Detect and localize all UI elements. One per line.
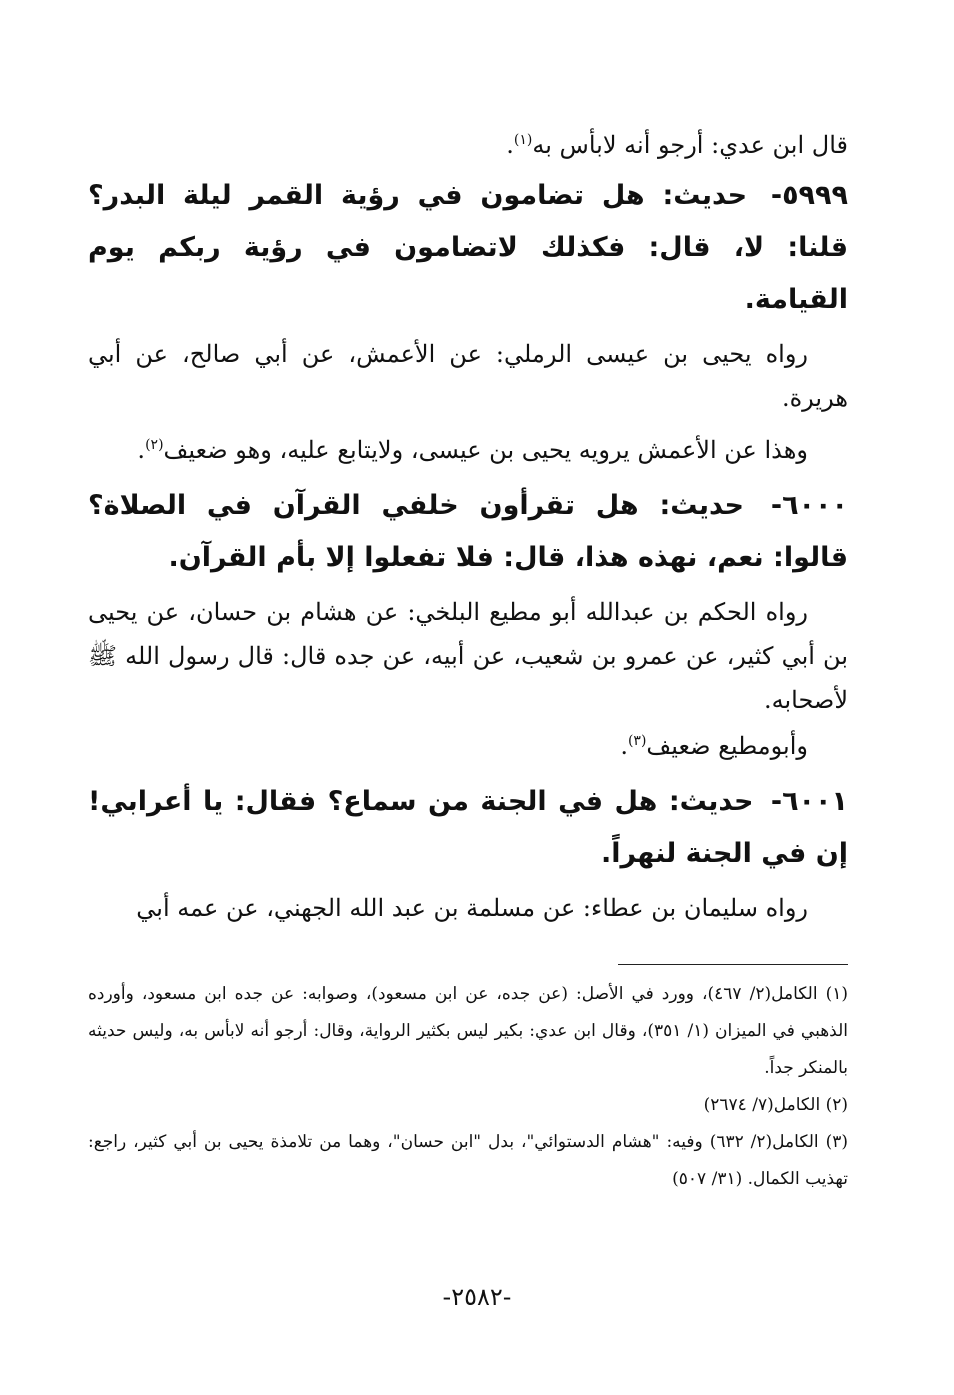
hadith-heading bbox=[88, 776, 848, 880]
narration-paragraph: وهذا عن الأعمش يرويه يحيى بن عيسى، ولايتابع عليه، وهو ضعيف$^{(٢)}$. bbox=[137, 436, 808, 464]
footnote-divider bbox=[618, 964, 848, 965]
footnotes bbox=[88, 976, 848, 1198]
footnote-ref-2: (٢) bbox=[145, 437, 164, 453]
narration-paragraph: وأبومطيع ضعيف$^{(٣)}$. bbox=[620, 732, 808, 760]
page-body bbox=[88, 118, 848, 1298]
hadith-number: ٥٩٩٩- bbox=[770, 180, 848, 211]
narration-paragraph: رواه يحيى بن عيسى الرملي: عن الأعمش، عن أبي صالح، عن أبي هريرة. bbox=[88, 340, 848, 412]
hadith-entry bbox=[88, 170, 848, 472]
hadith-number: ٦٠٠٠- bbox=[770, 490, 848, 521]
footnote-ref-3: (٣) bbox=[627, 733, 647, 749]
hadith-text: حديث: هل في الجنة من سماع؟ فقال: يا أعرابي! إن في الجنة لنهراً. bbox=[88, 786, 848, 869]
hadith-entry bbox=[88, 480, 848, 768]
hadith-heading bbox=[88, 170, 848, 326]
page-number: -٢٥٨٢- bbox=[442, 1283, 512, 1311]
hadith-number: ٦٠٠١- bbox=[770, 786, 848, 817]
footnote: (٢) الكامل(٧/ ٢٦٧٤) bbox=[703, 1095, 848, 1115]
hadith-text: حديث: هل تضامون في رؤية القمر ليلة البدر؟ قلنا: لا، قال: فكذلك لاتضامون في رؤية ربكم يوم القيامة. bbox=[88, 180, 848, 315]
hadith-heading bbox=[88, 480, 848, 584]
footnote: (٣) الكامل(٢/ ٦٣٢) وفيه: "هشام الدستوائي"، بدل "ابن حسان"، وهما من تلامذة يحيى بن أبي كثير، راجع: تهذيب الكمال. (٣١/ ٥٠٧) bbox=[88, 1132, 848, 1189]
narration-paragraph: رواه سليمان بن عطاء: عن مسلمة بن عبد الله الجهني، عن عمه أبي bbox=[136, 894, 808, 922]
footnote-ref-1: (١) bbox=[513, 132, 533, 148]
hadith-entry bbox=[88, 776, 848, 930]
intro-line: قال ابن عدي: أرجو أنه لابأس به$^{(١)}$. bbox=[506, 131, 848, 159]
intro-text: قال ابن عدي: أرجو أنه لابأس به bbox=[532, 131, 848, 159]
narration-paragraph: رواه الحكم بن عبدالله أبو مطيع البلخي: عن هشام بن حسان، عن يحيى بن أبي كثير، عن عمرو بن شعيب، عن أبيه، عن جده قال: قال رسول الله ﷺ لأصحابه. bbox=[88, 598, 848, 714]
hadith-text: حديث: هل تقرأون خلفي القرآن في الصلاة؟ قالوا: نعم، نهذه هذا، قال: فلا تفعلوا إلا بأم القرآن. bbox=[88, 490, 848, 573]
footnote: (١) الكامل(٢/ ٤٦٧)، وورد في الأصل: (عن جده، عن ابن مسعود)، وصوابه: عن جده ابن مسعود، وأورده الذهبي في الميزان (١/ ٣٥١)، وقال ابن عدي: بكير ليس بكثير الرواية، وقال: أرجو أنه لابأس به، وليس حديثه بالمنكر جداً. bbox=[88, 984, 848, 1078]
